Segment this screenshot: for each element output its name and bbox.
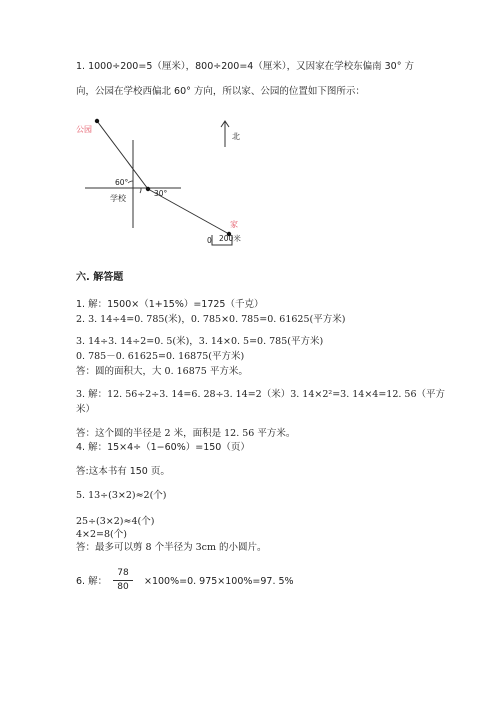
scale-200m-label: 200米 [219, 234, 241, 243]
solution-6-line2: 25÷(3×2)≈4(个) [76, 516, 155, 527]
fraction-numerator: 78 [117, 568, 129, 578]
school-label: 学校 [110, 194, 126, 203]
solution-7-fraction [113, 568, 133, 593]
solution-1: 1. 解：1500×（1+15%）=1725（千克） [76, 299, 264, 310]
solution-5-line1: 4. 解：15×4÷（1−60%）=150（页） [76, 442, 250, 453]
angle30-arc [140, 188, 141, 193]
park-point [95, 119, 99, 123]
solution-3-line2: 0. 785－0. 61625=0. 16875(平方米) [76, 351, 245, 362]
section-six-title: 六. 解答题 [76, 272, 124, 283]
home-label: 家 [230, 220, 238, 229]
solution-4-line1: 3. 解：12. 56÷2÷3. 14=6. 28÷3. 14=2（米）3. 14×2²=3. 14×4=12. 56（平方 [76, 389, 446, 400]
angle60-label: 60° [115, 178, 129, 187]
solution-6-answer: 答：最多可以剪 8 个半径为 3cm 的小圆片。 [76, 542, 267, 553]
park-label: 公园 [76, 125, 92, 134]
location-diagram [0, 110, 500, 280]
fraction-bar [113, 580, 133, 581]
solution-6-line1: 5. 13÷(3×2)≈2(个) [76, 490, 167, 501]
fraction-denominator: 80 [117, 582, 129, 592]
angle60-arc [128, 181, 133, 183]
solution-3-answer: 答：圆的面积大，大 0. 16875 平方米。 [76, 366, 248, 377]
solution-7-prefix: 6. 解： [76, 576, 108, 587]
scale-zero-label: 0 [207, 236, 212, 245]
solution-3-line1: 3. 14÷3. 14÷2=0. 5(米)，3. 14×0. 5=0. 785(平方米) [76, 336, 324, 347]
solution-5-answer: 答:这本书有 150 页。 [76, 466, 170, 477]
problem1-line1: 1. 1000÷200=5（厘米），800÷200=4（厘米），又因家在学校东偏南 30° 方 [76, 61, 414, 72]
solution-2: 2. 3. 14÷4=0. 785(米)，0. 785×0. 785=0. 61625(平方米) [76, 314, 346, 325]
angle30-label: 30° [154, 189, 168, 198]
solution-6-line3: 4×2=8(个) [76, 529, 127, 540]
problem1-line2: 向，公园在学校西偏北 60° 方向，所以家、公园的位置如下图所示： [76, 86, 365, 97]
school-point [146, 187, 150, 191]
north-label: 北 [232, 132, 240, 141]
solution-7-rest: ×100%=0. 975×100%=97. 5% [144, 576, 294, 587]
solution-4-answer: 答：这个圆的半径是 2 米，面积是 12. 56 平方米。 [76, 428, 296, 439]
solution-4-line2: 米） [76, 404, 96, 415]
